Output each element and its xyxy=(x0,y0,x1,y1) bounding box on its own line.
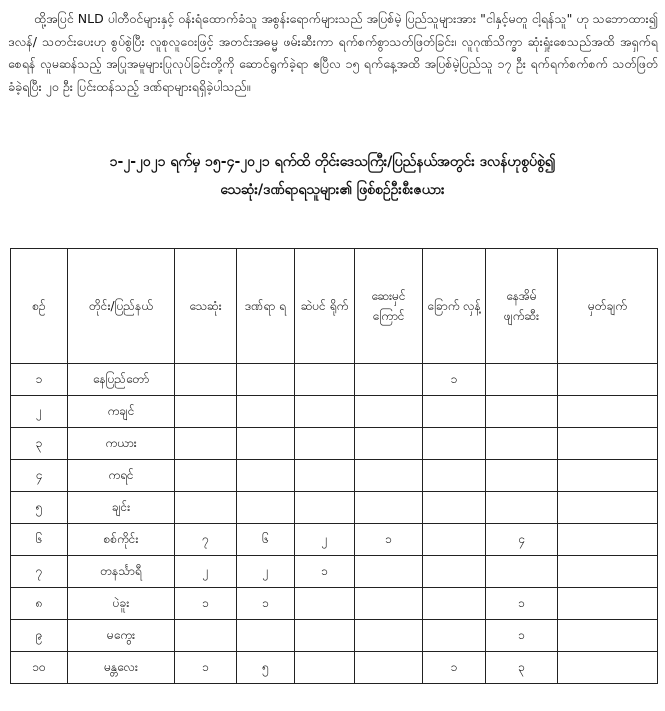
heading-line-1: ၁-၂-၂၀၂၁ ရက်မှ ၁၅-၄-၂၀၂၁ ရက်ထိ တိုင်းဒေသကြီး/ပြည်နယ်အတွင်း ဒလန်ဟုစွပ်စွဲ၍ xyxy=(109,154,556,170)
cell-serial: ၃ xyxy=(11,428,68,460)
cell-remarks xyxy=(558,460,658,492)
cell-ink-marked xyxy=(355,428,423,460)
cell-serial: ၁ xyxy=(11,364,68,396)
cell-house-destroyed: ၁ xyxy=(486,588,558,620)
cell-injured: ၂ xyxy=(237,556,295,588)
cell-deaths: ၁ xyxy=(175,588,237,620)
header-ink-marked: ဆေးမှင် ကြောင် xyxy=(355,249,423,364)
cell-ink-marked xyxy=(355,396,423,428)
cell-threatened xyxy=(423,620,486,652)
table-row xyxy=(11,524,658,556)
cell-beaten xyxy=(295,588,355,620)
cell-injured: ၅ xyxy=(237,652,295,684)
cell-house-destroyed xyxy=(486,556,558,588)
cell-injured xyxy=(237,396,295,428)
cell-ink-marked xyxy=(355,620,423,652)
cell-ink-marked: ၁ xyxy=(355,524,423,556)
table-row xyxy=(11,396,658,428)
cell-region: တနင်္သာရီ xyxy=(68,556,175,588)
table-body xyxy=(11,364,658,684)
cell-ink-marked xyxy=(355,652,423,684)
cell-serial: ၉ xyxy=(11,620,68,652)
cell-serial: ၅ xyxy=(11,492,68,524)
cell-house-destroyed: ၁ xyxy=(486,620,558,652)
table-row xyxy=(11,428,658,460)
cell-region: စစ်ကိုင်း xyxy=(68,524,175,556)
cell-ink-marked xyxy=(355,460,423,492)
cell-remarks xyxy=(558,364,658,396)
cell-injured xyxy=(237,460,295,492)
cell-remarks xyxy=(558,588,658,620)
cell-deaths xyxy=(175,428,237,460)
table-row xyxy=(11,588,658,620)
table-row xyxy=(11,460,658,492)
cell-serial: ၁၀ xyxy=(11,652,68,684)
cell-ink-marked xyxy=(355,492,423,524)
cell-threatened: ၁ xyxy=(423,652,486,684)
cell-injured xyxy=(237,620,295,652)
cell-threatened xyxy=(423,524,486,556)
cell-ink-marked xyxy=(355,364,423,396)
cell-ink-marked xyxy=(355,588,423,620)
cell-house-destroyed: ၄ xyxy=(486,524,558,556)
header-deaths: သေဆုံး xyxy=(175,249,237,364)
cell-region: ချင်း xyxy=(68,492,175,524)
cell-region: ကယား xyxy=(68,428,175,460)
cell-deaths xyxy=(175,620,237,652)
cell-region: ကရင် xyxy=(68,460,175,492)
cell-region: မကွေး xyxy=(68,620,175,652)
cell-house-destroyed xyxy=(486,396,558,428)
cell-serial: ၂ xyxy=(11,396,68,428)
cell-deaths xyxy=(175,460,237,492)
cell-injured xyxy=(237,492,295,524)
header-region: တိုင်း/ပြည်နယ် xyxy=(68,249,175,364)
cell-threatened xyxy=(423,428,486,460)
cell-beaten xyxy=(295,396,355,428)
cell-deaths: ၁ xyxy=(175,652,237,684)
cell-house-destroyed xyxy=(486,428,558,460)
cell-house-destroyed: ၃ xyxy=(486,652,558,684)
cell-beaten xyxy=(295,460,355,492)
table-row xyxy=(11,556,658,588)
header-injured: ဒဏ်ရာ ရ xyxy=(237,249,295,364)
cell-remarks xyxy=(558,492,658,524)
heading-line-2: သေဆုံး/ဒဏ်ရာရသူများ၏ ဖြစ်စဉ်ဦးစီးဇယား xyxy=(220,182,445,198)
cell-threatened xyxy=(423,492,486,524)
cell-remarks xyxy=(558,428,658,460)
cell-deaths xyxy=(175,492,237,524)
cell-threatened xyxy=(423,460,486,492)
cell-region: နေပြည်တော် xyxy=(68,364,175,396)
table-row xyxy=(11,364,658,396)
cell-house-destroyed xyxy=(486,460,558,492)
cell-injured xyxy=(237,428,295,460)
cell-deaths xyxy=(175,396,237,428)
cell-injured: ၆ xyxy=(237,524,295,556)
cell-remarks xyxy=(558,556,658,588)
table-row xyxy=(11,620,658,652)
header-serial: စဉ် xyxy=(11,249,68,364)
cell-remarks xyxy=(558,396,658,428)
cell-house-destroyed xyxy=(486,492,558,524)
cell-serial: ၄ xyxy=(11,460,68,492)
cell-remarks xyxy=(558,652,658,684)
cell-threatened xyxy=(423,396,486,428)
cell-region: ကချင် xyxy=(68,396,175,428)
incident-table xyxy=(10,248,658,684)
cell-region: ပဲခူး xyxy=(68,588,175,620)
cell-beaten xyxy=(295,492,355,524)
cell-beaten xyxy=(295,620,355,652)
cell-deaths: ၇ xyxy=(175,524,237,556)
cell-remarks xyxy=(558,524,658,556)
cell-beaten xyxy=(295,364,355,396)
cell-injured xyxy=(237,364,295,396)
table-row xyxy=(11,492,658,524)
cell-threatened xyxy=(423,588,486,620)
header-house-destroyed: နေအိမ် ဖျက်ဆီး xyxy=(486,249,558,364)
cell-beaten xyxy=(295,652,355,684)
header-remarks: မှတ်ချက် xyxy=(558,249,658,364)
header-threatened: ခြောက် လှန့် xyxy=(423,249,486,364)
table-header-row xyxy=(11,249,658,364)
intro-text xyxy=(8,8,658,98)
table-heading xyxy=(0,148,665,204)
cell-region: မန္တလေး xyxy=(68,652,175,684)
cell-house-destroyed xyxy=(486,364,558,396)
cell-serial: ၈ xyxy=(11,588,68,620)
cell-deaths: ၂ xyxy=(175,556,237,588)
cell-injured: ၁ xyxy=(237,588,295,620)
cell-threatened xyxy=(423,556,486,588)
cell-beaten: ၁ xyxy=(295,556,355,588)
cell-serial: ၇ xyxy=(11,556,68,588)
cell-threatened: ၁ xyxy=(423,364,486,396)
cell-beaten: ၂ xyxy=(295,524,355,556)
cell-remarks xyxy=(558,620,658,652)
table-row xyxy=(11,652,658,684)
cell-deaths xyxy=(175,364,237,396)
header-beaten: ဆဲပင် ရိုက် xyxy=(295,249,355,364)
cell-ink-marked xyxy=(355,556,423,588)
cell-serial: ၆ xyxy=(11,524,68,556)
intro-paragraph: ထို့အပြင် NLD ပါတီဝင်များနှင့် ဝန်းရံထောက်ခံသူ အစွန်းရောက်များသည် အပြစ်မဲ့ ပြည်သူများအား "ငါနှင့်မတူ ငါ့ရန်သူ" ဟု သဘောထား၍ ဒလန်/ သတင်းပေးဟု စွပ်စွဲပြီး လူစုလူဝေးဖြင့် အတင်းအဓမ္မ ဖမ်းဆီးကာ ရက်စက်စွာသတ်ဖြတ်ခြင်း၊ လူဂုဏ်သိက္ခာ ဆုံးရှုံးစေသည်အထိ အရှက်ရစေရန် လူမဆန်သည့် အပြုအမူများပြုလုပ်ခြင်းတို့ကို ဆောင်ရွက်ခဲ့ရာ ဧပြီလ ၁၅ ရက်နေ့အထိ အပြစ်မဲ့ပြည်သူ ၁၇ ဦး ရက်ရက်စက်စက် သတ်ဖြတ်ခံခဲ့ရပြီး ၂၀ ဦး ပြင်းထန်သည့် ဒဏ်ရာများရရှိခဲ့ပါသည်။ xyxy=(8,11,658,94)
cell-beaten xyxy=(295,428,355,460)
